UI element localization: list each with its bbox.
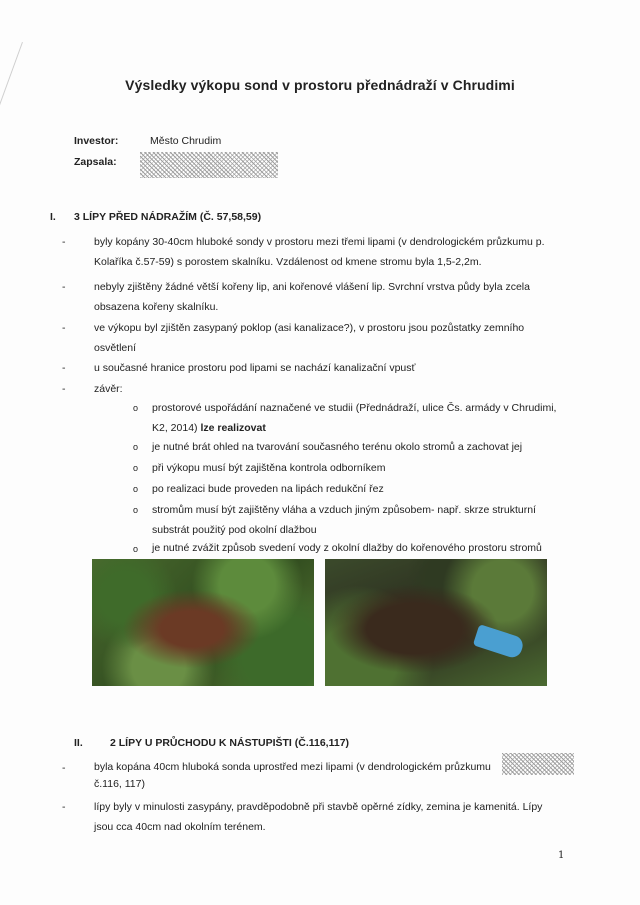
section-1-title: 3 LÍPY PŘED NÁDRAŽÍM (Č. 57,58,59) [74, 211, 262, 223]
margin-mark [0, 42, 23, 108]
section-2-item-cont: č.116, 117) [94, 778, 145, 790]
redacted-name [140, 152, 278, 178]
investor-value: Město Chrudim [150, 135, 222, 147]
dash: - [62, 762, 66, 774]
section-1-item: u současné hranice prostoru pod lipami se nachází kanalizační vpusť [94, 362, 416, 374]
section-2-item: lípy byly v minulosti zasypány, pravděpodobně při stavbě opěrné zídky, zemina je kamenitá. Lípy jsou cca 40cm nad okolním terénem. [94, 801, 543, 833]
bullet: o [133, 442, 139, 452]
redacted-name [502, 753, 574, 775]
conclusion-item: při výkopu musí být zajištěna kontrola odborníkem [152, 462, 386, 474]
photo-excavation-1 [92, 559, 314, 686]
page-number: 1 [558, 850, 565, 861]
conclusion-item: je nutné brát ohled na tvarování současného terénu okolo stromů a zachovat jej [152, 441, 523, 453]
section-1-item: nebyly zjištěny žádné větší kořeny lip, ani kořenové vlášení lip. Svrchní vrstva půdy byla zcela obsazena kořeny skalníku. [94, 281, 530, 313]
conclusion-bold: lze realizovat [200, 422, 266, 434]
section-2-title: 2 LÍPY U PRŮCHODU K NÁSTUPIŠTI (Č.116,117) [110, 737, 350, 749]
photo-excavation-2 [325, 559, 547, 686]
dash: - [62, 362, 66, 374]
section-2-item: byla kopána 40cm hluboká sonda uprostřed mezi lipami (v dendrologickém průzkumu [94, 761, 491, 773]
investor-label: Investor: [74, 135, 119, 147]
bullet: o [133, 403, 139, 413]
section-2-number: II. [74, 737, 83, 749]
conclusion-item: prostorové uspořádání naznačené ve studii (Přednádraží, ulice Čs. armády v Chrudimi, K2, 2014) lze realizovat [152, 402, 557, 434]
zapsala-label: Zapsala: [74, 156, 117, 168]
shovel-icon [473, 624, 525, 660]
dash: - [62, 281, 66, 293]
section-1-number: I. [50, 211, 56, 223]
section-1-item-conclusion-label: závěr: [94, 383, 123, 395]
section-1-item: ve výkopu byl zjištěn zasypaný poklop (asi kanalizace?), v prostoru jsou pozůstatky zemního osvětlení [94, 322, 525, 354]
conclusion-item: po realizaci bude proveden na lipách redukční řez [152, 483, 384, 495]
conclusion-item: je nutné zvážit způsob svedení vody z okolní dlažby do kořenového prostoru stromů [152, 542, 542, 554]
bullet: o [133, 544, 139, 554]
bullet: o [133, 463, 139, 473]
section-1-item: byly kopány 30-40cm hluboké sondy v prostoru mezi třemi lipami (v dendrologickém průzkumu p. Kolaříka č.57-59) s porostem skalníku. Vzdálenost od kmene stromu byla 1,5-2,2m. [94, 236, 545, 268]
conclusion-item: stromům musí být zajištěny vláha a vzduch jiným způsobem- např. skrze strukturní substrát použitý pod okolní dlažbou [152, 504, 536, 536]
bullet: o [133, 484, 139, 494]
document-title: Výsledky výkopu sond v prostoru přednádraží v Chrudimi [125, 77, 515, 93]
dash: - [62, 322, 66, 334]
dash: - [62, 236, 66, 248]
dash: - [62, 383, 66, 395]
bullet: o [133, 505, 139, 515]
dash: - [62, 801, 66, 813]
